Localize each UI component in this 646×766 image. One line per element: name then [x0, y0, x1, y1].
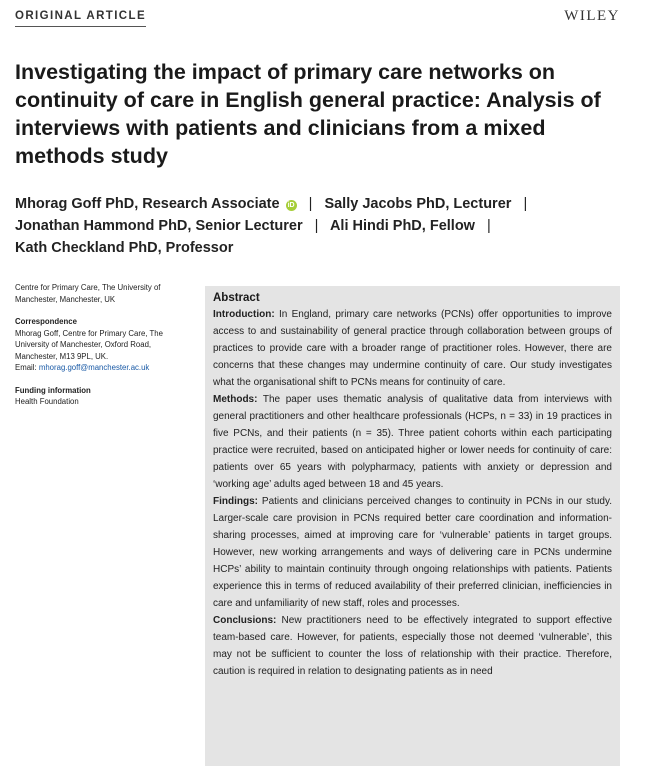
section-label: Findings: — [213, 496, 258, 507]
email-label: Email: — [15, 363, 37, 372]
author-list — [15, 193, 615, 259]
author-separator: | — [308, 196, 313, 212]
author-name: Ali Hindi PhD, Fellow — [329, 218, 475, 234]
correspondence-heading: Correspondence — [15, 317, 77, 326]
section-text: The paper uses thematic analysis of qualitative data from interviews with general practitioners and other healthcare professionals (HCPs, n = 33) in 19 practices in five PCNs, and their patients (n = 35). Three patient cohorts within each participating practice were recruited, based on anticipated higher or lower needs for continuity of care: patients over 65 years with polypharmacy, patients with anxiety or depression and ‘working age’ adults aged between 18 and 45 years. — [213, 394, 612, 490]
abstract-conclusions — [213, 612, 612, 680]
correspondence-text: Mhorag Goff, Centre for Primary Care, The University of Manchester, Oxford Road, Manchester, M13 9PL, UK. — [15, 328, 163, 361]
author-name: Sally Jacobs PhD, Lecturer — [324, 196, 512, 212]
section-text: In England, primary care networks (PCNs) offer opportunities to improve access to and sustainability of general practice through collaboration between groups of practices to provide care with a broader range of practitioner roles. However, there are concerns that these changes may undermine continuity of care. Our study investigates what the organisational shift to PCNs means for continuity of care. — [213, 309, 612, 388]
email-line — [15, 362, 190, 374]
author-separator: | — [314, 218, 319, 234]
abstract-heading: Abstract — [213, 292, 260, 304]
article-title: Investigating the impact of primary care networks on continuity of care in English general practice: Analysis of interviews with patients and clinicians from a mixed methods study — [15, 60, 601, 168]
author-separator: | — [486, 218, 491, 234]
section-label: Methods: — [213, 394, 258, 405]
author-name: Mhorag Goff PhD, Research Associate — [15, 196, 280, 212]
section-label: Conclusions: — [213, 615, 277, 626]
abstract-findings — [213, 493, 612, 612]
author-name: Jonathan Hammond PhD, Senior Lecturer — [15, 218, 303, 234]
abstract-introduction — [213, 306, 612, 391]
section-text: Patients and clinicians perceived changes to continuity in PCNs in our study. Larger-scale care provision in PCNs required better care coordination and information-sharing processes, aimed at improving care for ‘vulnerable’ patients in target groups. However, new working arrangements and ways of delivering care in PCNs undermine HCPs’ ability to maintain continuity through ongoing relationships with patients. Patients experience this in terms of reduced availability of their preferred clinician, inefficiencies in care and unfamiliarity of new staff, roles and processes. — [213, 496, 612, 609]
author-separator: | — [523, 196, 528, 212]
abstract-methods — [213, 391, 612, 493]
article-type-label: ORIGINAL ARTICLE — [15, 10, 146, 27]
funding-heading: Funding information — [15, 385, 91, 395]
affiliation-text: Centre for Primary Care, The University of Manchester, Manchester, UK — [15, 283, 161, 304]
abstract-box — [205, 286, 620, 766]
article-info-sidebar — [15, 282, 190, 419]
orcid-icon[interactable]: iD — [287, 202, 295, 209]
author-name: Kath Checkland PhD, Professor — [15, 240, 234, 256]
publisher-logo: WILEY — [564, 8, 620, 24]
funding-text: Health Foundation — [15, 397, 79, 406]
section-text: New practitioners need to be effectively integrated to support effective team-based care. However, for patients, especially those not deemed ‘vulnerable’, this may not be sufficient to counter the loss of relationship with their practice. Therefore, caution is required in relation to designating patients as in need — [213, 615, 613, 677]
section-label: Introduction: — [213, 309, 275, 320]
email-link[interactable]: mhorag.goff@manchester.ac.uk — [38, 363, 150, 372]
